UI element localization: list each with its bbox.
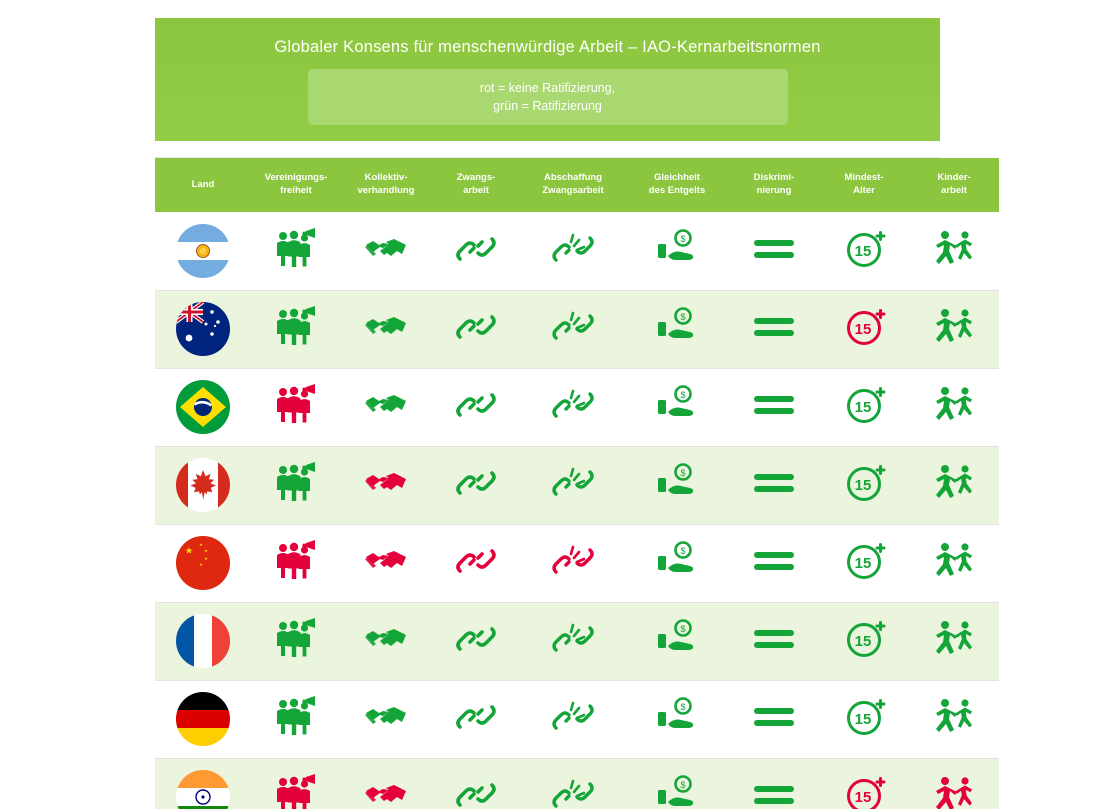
flag-france-icon [176,614,230,668]
flag-brazil-icon [176,380,230,434]
status-cell-discrim [729,290,819,368]
status-cell-freedom [251,758,341,809]
column-header-forced [431,158,521,212]
people-megaphone-icon [251,226,341,277]
column-header-child-line2: arbeit [941,185,967,197]
country-cell [155,212,251,290]
broken-chain-hammer-icon [521,772,625,809]
status-cell-minage [819,680,909,758]
people-megaphone-icon [251,304,341,355]
status-cell-discrim [729,446,819,524]
handshake-icon [341,304,431,355]
age-15-plus-icon [819,616,909,667]
status-cell-equalpay [625,758,729,809]
column-header-country-label: Land [191,178,215,190]
status-cell-equalpay [625,446,729,524]
status-cell-forced [431,368,521,446]
column-header-child-line1: Kinder- [937,172,971,184]
status-cell-forced [431,524,521,602]
status-cell-freedom [251,446,341,524]
status-cell-abolition [521,368,625,446]
status-cell-discrim [729,368,819,446]
svg-text:$: $ [680,779,686,790]
hand-money-icon [625,772,729,809]
people-megaphone-icon [251,460,341,511]
child-play-icon [909,538,999,589]
status-cell-forced [431,212,521,290]
status-cell-minage [819,758,909,809]
handshake-icon [341,382,431,433]
equals-icon [729,390,819,425]
country-cell [155,602,251,680]
broken-chain-icon [431,772,521,809]
broken-chain-icon [431,538,521,589]
panel-header [155,18,940,141]
column-header-bargain [341,158,431,212]
broken-chain-icon [431,382,521,433]
flag-germany-icon [176,692,230,746]
broken-chain-hammer-icon [521,304,625,355]
ilo-core-labour-standards-panel [155,18,971,809]
status-cell-freedom [251,212,341,290]
status-cell-minage [819,446,909,524]
status-cell-bargain [341,680,431,758]
status-cell-child [909,758,999,809]
flag-canada-icon [176,458,230,512]
status-cell-bargain [341,758,431,809]
legend-line-green: grün = Ratifizierung [493,99,602,114]
table-row [155,758,999,809]
status-cell-abolition [521,446,625,524]
hand-money-icon [625,304,729,355]
status-cell-discrim [729,212,819,290]
status-cell-discrim [729,680,819,758]
status-cell-minage [819,524,909,602]
column-header-freedom-line2: freiheit [280,185,312,197]
people-megaphone-icon [251,382,341,433]
column-header-minage [819,158,909,212]
status-cell-forced [431,602,521,680]
svg-text:15: 15 [854,710,872,728]
child-play-icon [909,694,999,745]
handshake-icon [341,772,431,809]
status-cell-child [909,212,999,290]
country-cell [155,680,251,758]
column-header-discrim [729,158,819,212]
equals-icon [729,780,819,809]
equals-icon [729,312,819,347]
country-cell [155,368,251,446]
age-15-plus-icon [819,382,909,433]
column-header-child [909,158,999,212]
status-cell-freedom [251,290,341,368]
svg-text:15: 15 [854,320,872,338]
status-cell-abolition [521,680,625,758]
broken-chain-icon [431,694,521,745]
status-cell-bargain [341,368,431,446]
equals-icon [729,702,819,737]
age-15-plus-icon [819,694,909,745]
status-cell-equalpay [625,680,729,758]
status-cell-forced [431,290,521,368]
header-spacer [155,141,940,158]
country-cell [155,758,251,809]
table-body [155,212,999,809]
column-header-equalpay-line2: des Entgelts [648,185,706,197]
column-header-freedom-line1: Vereinigungs- [264,172,328,184]
child-play-icon [909,616,999,667]
svg-text:15: 15 [854,632,872,650]
flag-india-icon [176,770,230,809]
column-header-abolition [521,158,625,212]
status-cell-equalpay [625,290,729,368]
column-header-freedom [251,158,341,212]
country-cell [155,524,251,602]
table-row [155,524,999,602]
svg-text:$: $ [680,389,686,400]
svg-text:15: 15 [854,476,872,494]
flag-australia-icon [176,302,230,356]
flag-china-icon [176,536,230,590]
status-cell-freedom [251,368,341,446]
column-header-equalpay [625,158,729,212]
status-cell-bargain [341,290,431,368]
status-cell-forced [431,758,521,809]
svg-text:15: 15 [854,398,872,416]
equals-icon [729,468,819,503]
country-cell [155,290,251,368]
table-row [155,602,999,680]
status-cell-abolition [521,758,625,809]
people-megaphone-icon [251,772,341,809]
status-cell-freedom [251,602,341,680]
svg-text:15: 15 [854,242,872,260]
child-play-icon [909,304,999,355]
status-cell-abolition [521,524,625,602]
equals-icon [729,624,819,659]
child-play-icon [909,226,999,277]
status-cell-minage [819,602,909,680]
svg-text:$: $ [680,701,686,712]
people-megaphone-icon [251,694,341,745]
country-cell [155,446,251,524]
column-header-minage-line1: Mindest- [844,172,884,184]
status-cell-child [909,680,999,758]
status-cell-abolition [521,212,625,290]
broken-chain-hammer-icon [521,226,625,277]
status-cell-bargain [341,602,431,680]
handshake-icon [341,616,431,667]
svg-text:15: 15 [854,788,872,806]
svg-text:$: $ [680,467,686,478]
broken-chain-icon [431,304,521,355]
status-cell-equalpay [625,524,729,602]
broken-chain-hammer-icon [521,382,625,433]
svg-text:15: 15 [854,554,872,572]
column-header-discrim-line1: Diskrimi- [753,172,795,184]
status-cell-child [909,368,999,446]
column-header-forced-line1: Zwangs- [456,172,496,184]
status-cell-equalpay [625,212,729,290]
status-cell-discrim [729,758,819,809]
table-row [155,680,999,758]
hand-money-icon [625,460,729,511]
status-cell-child [909,524,999,602]
broken-chain-icon [431,460,521,511]
status-cell-equalpay [625,368,729,446]
page-title: Globaler Konsens für menschenwürdige Arbeit – IAO-Kernarbeitsnormen [274,38,821,56]
status-cell-bargain [341,446,431,524]
column-header-country [155,158,251,212]
column-header-minage-line2: Alter [853,185,875,197]
age-15-plus-icon [819,538,909,589]
column-header-bargain-line1: Kollektiv- [364,172,408,184]
broken-chain-hammer-icon [521,538,625,589]
status-cell-abolition [521,602,625,680]
broken-chain-icon [431,616,521,667]
status-cell-bargain [341,212,431,290]
svg-text:$: $ [680,545,686,556]
table-row [155,368,999,446]
svg-text:$: $ [680,233,686,244]
standards-matrix-table [155,158,999,809]
flag-argentina-icon [176,224,230,278]
age-15-plus-icon [819,772,909,809]
status-cell-forced [431,446,521,524]
hand-money-icon [625,694,729,745]
column-header-abolition-line2: Zwangsarbeit [542,185,604,197]
column-header-abolition-line1: Abschaffung [543,172,603,184]
hand-money-icon [625,382,729,433]
column-header-forced-line2: arbeit [463,185,489,197]
status-cell-minage [819,368,909,446]
handshake-icon [341,694,431,745]
broken-chain-hammer-icon [521,694,625,745]
child-play-icon [909,382,999,433]
status-cell-forced [431,680,521,758]
broken-chain-hammer-icon [521,460,625,511]
status-cell-child [909,446,999,524]
table-header-row [155,158,999,212]
legend-box [308,69,788,125]
table-row [155,446,999,524]
hand-money-icon [625,616,729,667]
status-cell-freedom [251,524,341,602]
hand-money-icon [625,226,729,277]
equals-icon [729,546,819,581]
svg-text:$: $ [680,623,686,634]
status-cell-equalpay [625,602,729,680]
status-cell-abolition [521,290,625,368]
column-header-discrim-line2: nierung [756,185,792,197]
age-15-plus-icon [819,226,909,277]
child-play-icon [909,772,999,809]
equals-icon [729,234,819,269]
status-cell-minage [819,290,909,368]
svg-text:$: $ [680,311,686,322]
handshake-icon [341,538,431,589]
handshake-icon [341,226,431,277]
legend-line-red: rot = keine Ratifizierung, [479,81,616,95]
column-header-bargain-line2: verhandlung [357,185,415,197]
status-cell-discrim [729,524,819,602]
status-cell-bargain [341,524,431,602]
hand-money-icon [625,538,729,589]
column-header-equalpay-line1: Gleichheit [654,172,700,184]
table-row [155,212,999,290]
people-megaphone-icon [251,616,341,667]
people-megaphone-icon [251,538,341,589]
handshake-icon [341,460,431,511]
status-cell-child [909,290,999,368]
age-15-plus-icon [819,304,909,355]
child-play-icon [909,460,999,511]
status-cell-freedom [251,680,341,758]
table-row [155,290,999,368]
broken-chain-hammer-icon [521,616,625,667]
age-15-plus-icon [819,460,909,511]
status-cell-minage [819,212,909,290]
broken-chain-icon [431,226,521,277]
status-cell-child [909,602,999,680]
status-cell-discrim [729,602,819,680]
